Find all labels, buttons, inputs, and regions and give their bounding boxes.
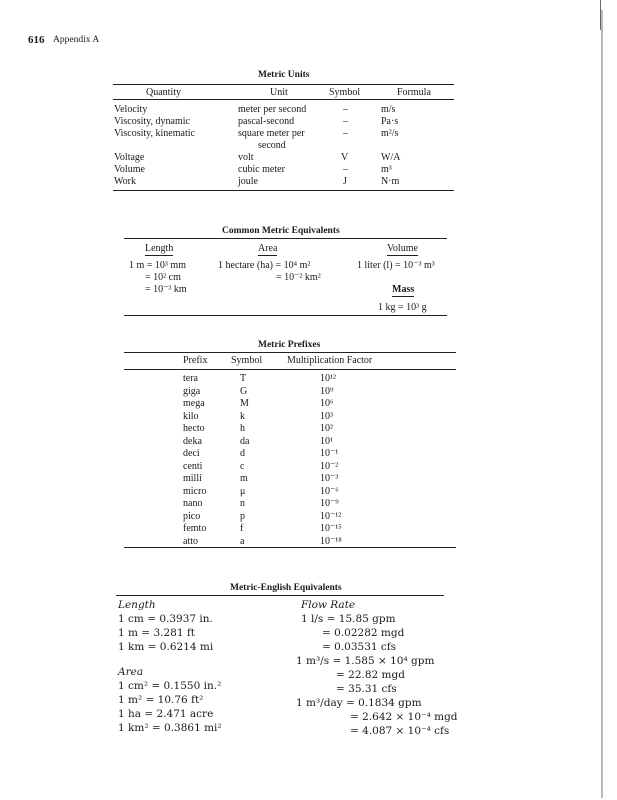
formula-cell: m²/s: [381, 128, 399, 139]
quantity-cell: Viscosity, kinematic: [114, 128, 195, 139]
unit-cell: volt: [238, 152, 254, 163]
quantity-cell: Velocity: [114, 104, 148, 115]
column-header-quantity: Quantity: [146, 87, 181, 98]
prefix-cell: pico: [183, 511, 201, 522]
factor-cell: 10⁻³: [320, 473, 339, 484]
symbol-cell: d: [240, 448, 245, 459]
formula-cell: N·m: [381, 176, 400, 187]
metric-units-title: Metric Units: [258, 70, 310, 80]
flow-rate-conversion: = 0.03531 cfs: [322, 641, 397, 653]
area-conversion: 1 km² = 0.3861 mi²: [118, 722, 222, 734]
formula-cell: m³: [381, 164, 392, 175]
flow-rate-conversion: = 35.31 cfs: [336, 683, 397, 695]
length-heading: Length: [118, 599, 156, 611]
table-rule-top: [124, 352, 456, 353]
length-conversion: 1 km = 0.6214 mi: [118, 641, 214, 653]
column-header-symbol: Symbol: [329, 87, 361, 98]
page-edge-shadow: [601, 10, 603, 798]
flow-rate-conversion: = 4.087 × 10⁻⁴ cfs: [350, 725, 450, 737]
symbol-cell: M: [240, 398, 249, 409]
factor-cell: 10³: [320, 411, 333, 422]
symbol-cell: c: [240, 461, 245, 472]
flow-rate-heading: Flow Rate: [301, 599, 356, 611]
area-conversion: 1 ha = 2.471 acre: [118, 708, 214, 720]
table-rule-top: [124, 238, 447, 239]
prefix-cell: centi: [183, 461, 203, 472]
factor-cell: 10⁻⁹: [320, 498, 339, 509]
table-rule-header: [124, 369, 456, 370]
quantity-cell: Volume: [114, 164, 145, 175]
table-rule-bottom: [124, 547, 456, 548]
column-header-symbol: Symbol: [231, 355, 263, 366]
common-equivalents-title: Common Metric Equivalents: [222, 226, 340, 236]
prefix-cell: micro: [183, 486, 207, 497]
symbol-cell: a: [240, 536, 245, 547]
table-rule-bottom: [113, 190, 454, 191]
symbol-cell: J: [343, 176, 347, 187]
factor-cell: 10⁹: [320, 386, 334, 397]
prefix-cell: giga: [183, 386, 201, 397]
symbol-cell: da: [240, 436, 250, 447]
symbol-cell: –: [343, 116, 348, 127]
length-heading: Length: [145, 243, 174, 254]
column-header-prefix: Prefix: [183, 355, 208, 366]
mass-equivalent: 1 kg = 10³ g: [378, 302, 427, 313]
area-heading: Area: [118, 666, 144, 678]
table-rule-bottom: [124, 315, 447, 316]
running-title: Appendix A: [53, 35, 100, 45]
symbol-cell: f: [240, 523, 244, 534]
unit-cell: square meter per: [238, 128, 305, 139]
symbol-cell: G: [240, 386, 248, 397]
area-equivalent: 1 hectare (ha) = 10⁴ m²: [218, 260, 311, 271]
symbol-cell: μ: [240, 486, 246, 497]
column-header-unit: Unit: [270, 87, 288, 98]
flow-rate-conversion: 1 l/s = 15.85 gpm: [301, 613, 396, 625]
prefix-cell: milli: [183, 473, 202, 484]
prefix-cell: femto: [183, 523, 207, 534]
factor-cell: 10⁻¹: [320, 448, 339, 459]
factor-cell: 10⁻²: [320, 461, 339, 472]
area-conversion: 1 cm² = 0.1550 in.²: [118, 680, 222, 692]
symbol-cell: –: [343, 104, 348, 115]
prefix-cell: atto: [183, 536, 198, 547]
formula-cell: W/A: [381, 152, 401, 163]
area-heading: Area: [258, 243, 278, 254]
symbol-cell: h: [240, 423, 245, 434]
unit-cell: meter per second: [238, 104, 307, 115]
length-equivalent: = 10⁻³ km: [145, 284, 187, 295]
area-conversion: 1 m² = 10.76 ft²: [118, 694, 204, 706]
prefix-cell: nano: [183, 498, 203, 509]
prefix-cell: hecto: [183, 423, 205, 434]
prefix-cell: deci: [183, 448, 200, 459]
symbol-cell: V: [341, 152, 349, 163]
metric-english-title: Metric-English Equivalents: [230, 583, 342, 593]
length-equivalent: = 10² cm: [145, 272, 181, 283]
factor-cell: 10¹²: [320, 373, 336, 384]
unit-cell: pascal-second: [238, 116, 295, 127]
symbol-cell: –: [343, 164, 348, 175]
length-conversion: 1 cm = 0.3937 in.: [118, 613, 213, 625]
factor-cell: 10⁻¹⁸: [320, 536, 342, 547]
prefix-cell: deka: [183, 436, 202, 447]
prefix-cell: mega: [183, 398, 205, 409]
factor-cell: 10⁶: [320, 398, 334, 409]
table-rule-header: [113, 99, 454, 100]
symbol-cell: n: [240, 498, 245, 509]
quantity-cell: Viscosity, dynamic: [114, 116, 190, 127]
prefix-cell: tera: [183, 373, 198, 384]
area-equivalent: = 10⁻² km²: [276, 272, 321, 283]
symbol-cell: T: [240, 373, 247, 384]
flow-rate-conversion: = 22.82 mgd: [336, 669, 405, 681]
unit-cell-continued: second: [258, 140, 286, 151]
prefix-cell: kilo: [183, 411, 199, 422]
table-rule-top: [116, 595, 444, 596]
symbol-cell: k: [240, 411, 245, 422]
length-equivalent: 1 m = 10³ mm: [129, 260, 186, 271]
factor-cell: 10⁻¹⁵: [320, 523, 342, 534]
symbol-cell: –: [343, 128, 348, 139]
length-conversion: 1 m = 3.281 ft: [118, 627, 195, 639]
quantity-cell: Voltage: [114, 152, 145, 163]
column-header-formula: Formula: [397, 87, 431, 98]
table-rule-top: [113, 84, 454, 85]
page-edge-mark: [600, 0, 601, 30]
quantity-cell: Work: [114, 176, 136, 187]
flow-rate-conversion: 1 m³/s = 1.585 × 10⁴ gpm: [296, 655, 435, 667]
formula-cell: Pa·s: [381, 116, 399, 127]
formula-cell: m/s: [381, 104, 396, 115]
volume-equivalent: 1 liter (l) = 10⁻³ m³: [357, 260, 435, 271]
factor-cell: 10⁻¹²: [320, 511, 342, 522]
column-header-factor: Multiplication Factor: [287, 355, 373, 366]
unit-cell: joule: [238, 176, 258, 187]
page-number: 616: [28, 34, 45, 46]
symbol-cell: m: [240, 473, 248, 484]
symbol-cell: p: [240, 511, 245, 522]
factor-cell: 10¹: [320, 436, 333, 447]
flow-rate-conversion: = 2.642 × 10⁻⁴ mgd: [350, 711, 458, 723]
flow-rate-conversion: 1 m³/day = 0.1834 gpm: [296, 697, 422, 709]
unit-cell: cubic meter: [238, 164, 285, 175]
factor-cell: 10⁻⁶: [320, 486, 339, 497]
mass-heading: Mass: [392, 284, 415, 295]
metric-prefixes-title: Metric Prefixes: [258, 340, 321, 350]
flow-rate-conversion: = 0.02282 mgd: [322, 627, 405, 639]
factor-cell: 10²: [320, 423, 333, 434]
volume-heading: Volume: [387, 243, 418, 254]
